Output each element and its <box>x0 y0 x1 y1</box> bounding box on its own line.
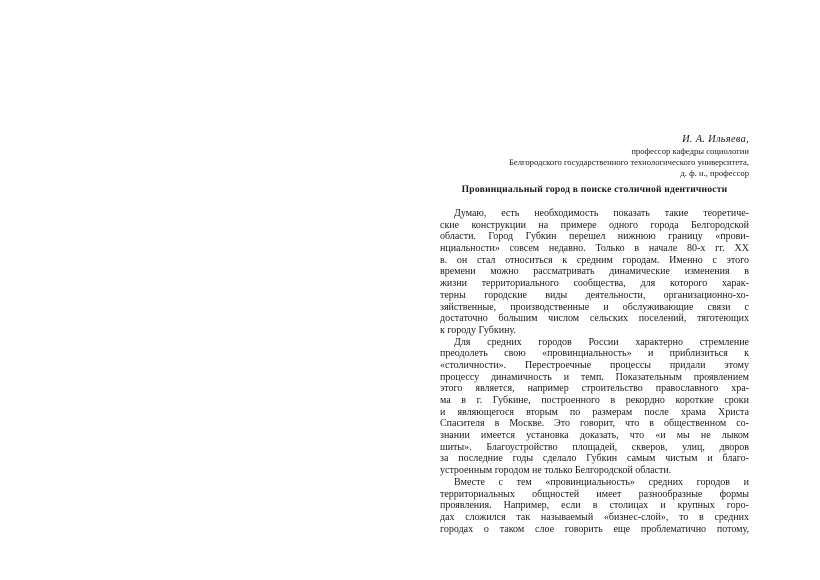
author-name: И. А. Ильяева, <box>682 134 749 145</box>
body-line: терны городские виды деятельности, организационно-хо- <box>440 289 749 301</box>
body-line: Думаю, есть необходимость показать такие теоретиче- <box>454 208 749 219</box>
author-block <box>440 133 749 180</box>
body-line: дах сложился так называемый «бизнес-слой», то в средних <box>440 511 749 523</box>
body-line: и являющегося вторым по размерам после храма Христа <box>440 406 749 418</box>
body-line: времени можно рассматривать динамические изменения в <box>440 266 749 278</box>
body-line: нциальности» совсем недавно. Только в начале 80-х гг. XX <box>440 243 749 255</box>
body-line: шиты». Благоустройство площадей, скверов, улиц, дворов <box>440 441 749 453</box>
body-line: этого является, например строительство православного хра- <box>440 383 749 395</box>
author-degree-line: д. ф. н., профессор <box>680 168 749 179</box>
body-line: территориальных общностей имеет разнообразные формы <box>440 488 749 500</box>
body-line: области. Город Губкин перешел нижнюю границу «прови- <box>440 231 749 243</box>
body-line: жизни территориального сообщества, для которого харак- <box>440 278 749 290</box>
body-line: ские конструкции на примере одного города Белгородской <box>440 219 749 231</box>
article-title: Провинциальный город в поиске столичной идентичности <box>461 184 728 195</box>
body-line: устроенным городом не только Белгородской области. <box>440 465 672 477</box>
author-affiliation-line: Белгородского государственного технологического университета, <box>509 157 749 168</box>
body-line: знании имеется установка доказать, что «и мы не лыком <box>440 430 749 442</box>
body-line: зяйственные, производственные и обслуживающие связи с <box>440 301 749 313</box>
body-line: в. он стал относиться к средним городам. Именно с этого <box>440 254 749 266</box>
author-affiliation-line: профессор кафедры социологии <box>631 146 749 156</box>
body-line: Вместе с тем «провинциальность» средних городов и <box>454 476 749 488</box>
body-line: за последние годы сделало Губкин самым чистым и благо- <box>440 453 749 465</box>
body-line: процессу динамичность и темп. Показательным проявлением <box>440 371 749 383</box>
body-line: Спасителя в Москве. Это говорит, что в общественном со- <box>440 418 749 430</box>
body-line: ма в г. Губкине, построенного в рекордно короткие сроки <box>440 395 749 406</box>
body-line: преодолеть свою «провинциальность» и приблизиться к <box>440 348 749 360</box>
article-body <box>440 208 749 535</box>
body-line: городах о таком слое говорить еще проблематично потому, <box>440 523 749 535</box>
body-line: «столичности». Перестроечные процессы придали этому <box>440 359 749 371</box>
body-line: к городу Губкину. <box>440 324 516 336</box>
body-line: проявления. Например, если в столицах и крупных горо- <box>440 500 749 512</box>
body-line: Для средних городов России характерно стремление <box>454 336 749 348</box>
body-line: достаточно большим числом сельских поселений, тяготеющих <box>440 313 749 325</box>
